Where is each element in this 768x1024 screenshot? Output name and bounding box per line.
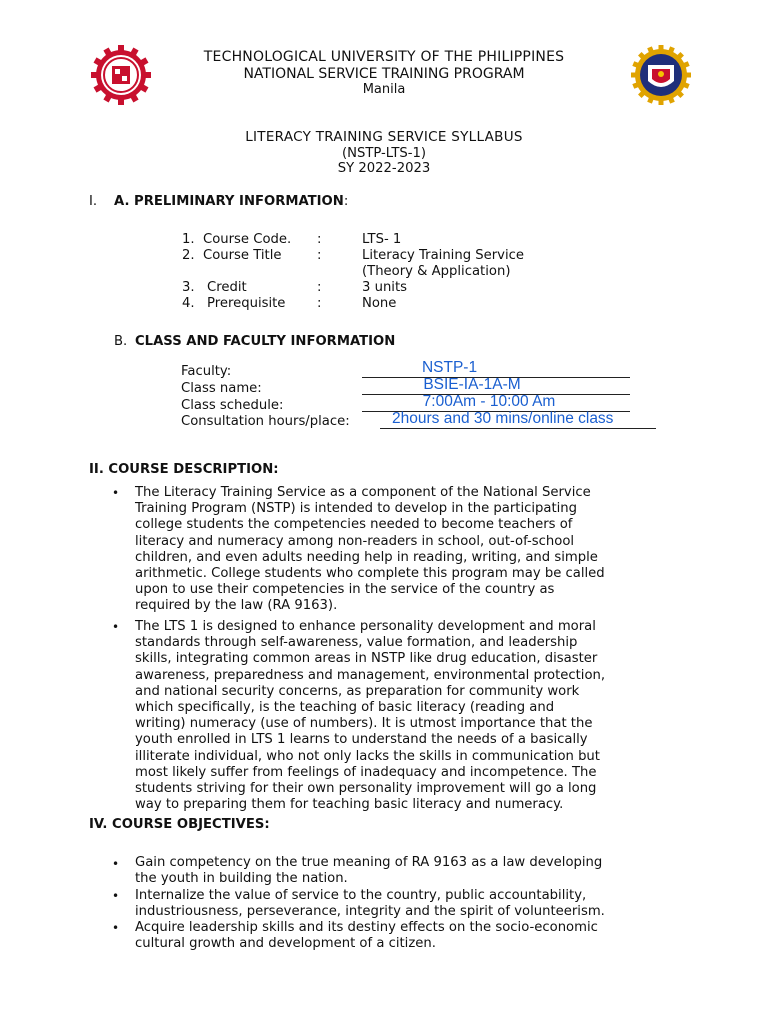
schedule-value: 7:00Am - 10:00 Am xyxy=(422,393,556,410)
bullet: • xyxy=(112,921,120,935)
paragraph-line: children, and even adults needing help in reading, writing, and simple xyxy=(135,549,598,565)
section-heading xyxy=(114,194,348,209)
section-b-prefix: B. xyxy=(114,334,128,349)
paragraph-line: The LTS 1 is designed to enhance personality development and moral xyxy=(135,619,596,634)
paragraph-line: way to preparing them for teaching basic literacy and numeracy. xyxy=(135,797,564,813)
objective-line: cultural growth and development of a citizen. xyxy=(135,936,436,952)
paragraph-line: youth enrolled in LTS 1 learns to understand the needs of a basically xyxy=(135,732,588,748)
paragraph-line: standards through self-awareness, value formation, and leadership xyxy=(135,635,578,651)
syllabus-title: LITERACY TRAINING SERVICE SYLLABUS xyxy=(245,129,523,145)
paragraph-line: which specifically, is the teaching of basic literacy (reading and xyxy=(135,700,555,716)
item-label: Prerequisite xyxy=(207,296,286,311)
consultation-underline xyxy=(380,428,656,429)
class-name-label: Class name: xyxy=(181,381,262,396)
objective-3 xyxy=(135,920,695,953)
paragraph-line: Training Program (NSTP) is intended to develop in the participating xyxy=(135,501,578,517)
item-label: Credit xyxy=(207,280,247,295)
paragraph-line: literacy and numeracy among non-readers in school, out-of-school xyxy=(135,533,575,549)
objective-line: Internalize the value of service to the country, public accountability, xyxy=(135,888,587,903)
objective-line: Acquire leadership skills and its destiny effects on the socio-economic xyxy=(135,920,598,935)
section-number: I. xyxy=(89,194,98,209)
program-name: NATIONAL SERVICE TRAINING PROGRAM xyxy=(243,66,525,82)
course-code-value: LTS- 1 xyxy=(362,232,402,247)
preliminary-heading: A. PRELIMINARY INFORMATION xyxy=(114,194,344,209)
item-number: 2. xyxy=(182,248,195,263)
bullet: • xyxy=(112,857,120,871)
course-title-value: Literacy Training Service xyxy=(362,248,525,263)
paragraph-line: arithmetic. College students who complete this program may be called xyxy=(135,566,605,582)
syllabus-code: (NSTP-LTS-1) xyxy=(341,146,427,161)
item-number: 4. xyxy=(182,296,195,311)
class-name-value: BSIE-IA-1A-M xyxy=(423,376,521,393)
faculty-label: Faculty: xyxy=(181,364,232,379)
consultation-value: 2hours and 30 mins/online class xyxy=(392,410,614,427)
item-colon: : xyxy=(317,280,322,295)
item-colon: : xyxy=(317,296,322,311)
description-paragraph-2 xyxy=(135,619,678,813)
paragraph-line: skills, integrating common areas in NSTP like drug education, disaster xyxy=(135,651,598,667)
paragraph-line: and national security concerns, as preparation for community work xyxy=(135,683,580,699)
paragraph-line: awareness, preparedness and management, environmental protection, xyxy=(135,667,606,683)
class-faculty-heading: CLASS AND FACULTY INFORMATION xyxy=(135,334,396,349)
credit-value: 3 units xyxy=(362,280,408,295)
item-label: Course Title xyxy=(203,248,282,263)
paragraph-line: college students the competencies needed to become teachers of xyxy=(135,517,573,533)
paragraph-line: upon to use their competencies in the service of the country as xyxy=(135,582,555,598)
item-number: 1. xyxy=(182,232,195,247)
objective-line: Gain competency on the true meaning of RA 9163 as a law developing xyxy=(135,855,603,870)
paragraph-line: required by the law (RA 9163). xyxy=(135,598,338,614)
prerequisite-value: None xyxy=(362,296,397,311)
schedule-label: Class schedule: xyxy=(181,398,284,413)
bullet: • xyxy=(112,620,120,634)
paragraph-line: illiterate individual, who not only lacks the skills in communication but xyxy=(135,748,600,764)
item-colon: : xyxy=(317,232,322,247)
objective-2 xyxy=(135,888,695,921)
consultation-label: Consultation hours/place: xyxy=(181,414,350,429)
item-number: 3. xyxy=(182,280,195,295)
objective-1 xyxy=(135,855,695,888)
paragraph-line: most likely suffer from feelings of inadequacy and incompetence. The xyxy=(135,764,597,780)
item-colon: : xyxy=(317,248,322,263)
city-name: Manila xyxy=(362,82,406,97)
objective-line: industriousness, perseverance, integrity and the spirit of volunteerism. xyxy=(135,904,605,920)
school-year: SY 2022-2023 xyxy=(337,161,431,176)
bullet: • xyxy=(112,889,120,903)
course-objectives-heading: IV. COURSE OBJECTIVES: xyxy=(89,817,270,832)
university-name: TECHNOLOGICAL UNIVERSITY OF THE PHILIPPINES xyxy=(203,49,565,65)
course-title-value-cont: (Theory & Application) xyxy=(362,264,511,279)
bullet: • xyxy=(112,486,120,500)
description-paragraph-1 xyxy=(135,485,678,615)
paragraph-line: The Literacy Training Service as a component of the National Service xyxy=(135,485,591,500)
heading-colon: : xyxy=(343,194,349,209)
objective-line: the youth in building the nation. xyxy=(135,871,348,887)
item-label: Course Code. xyxy=(203,232,292,247)
faculty-value: NSTP-1 xyxy=(421,359,478,376)
paragraph-line: writing) numeracy (use of numbers). It is utmost importance that the xyxy=(135,716,593,732)
paragraph-line: students striving for their own personality improvement will go a long xyxy=(135,781,597,797)
course-description-heading: II. COURSE DESCRIPTION: xyxy=(89,462,279,477)
